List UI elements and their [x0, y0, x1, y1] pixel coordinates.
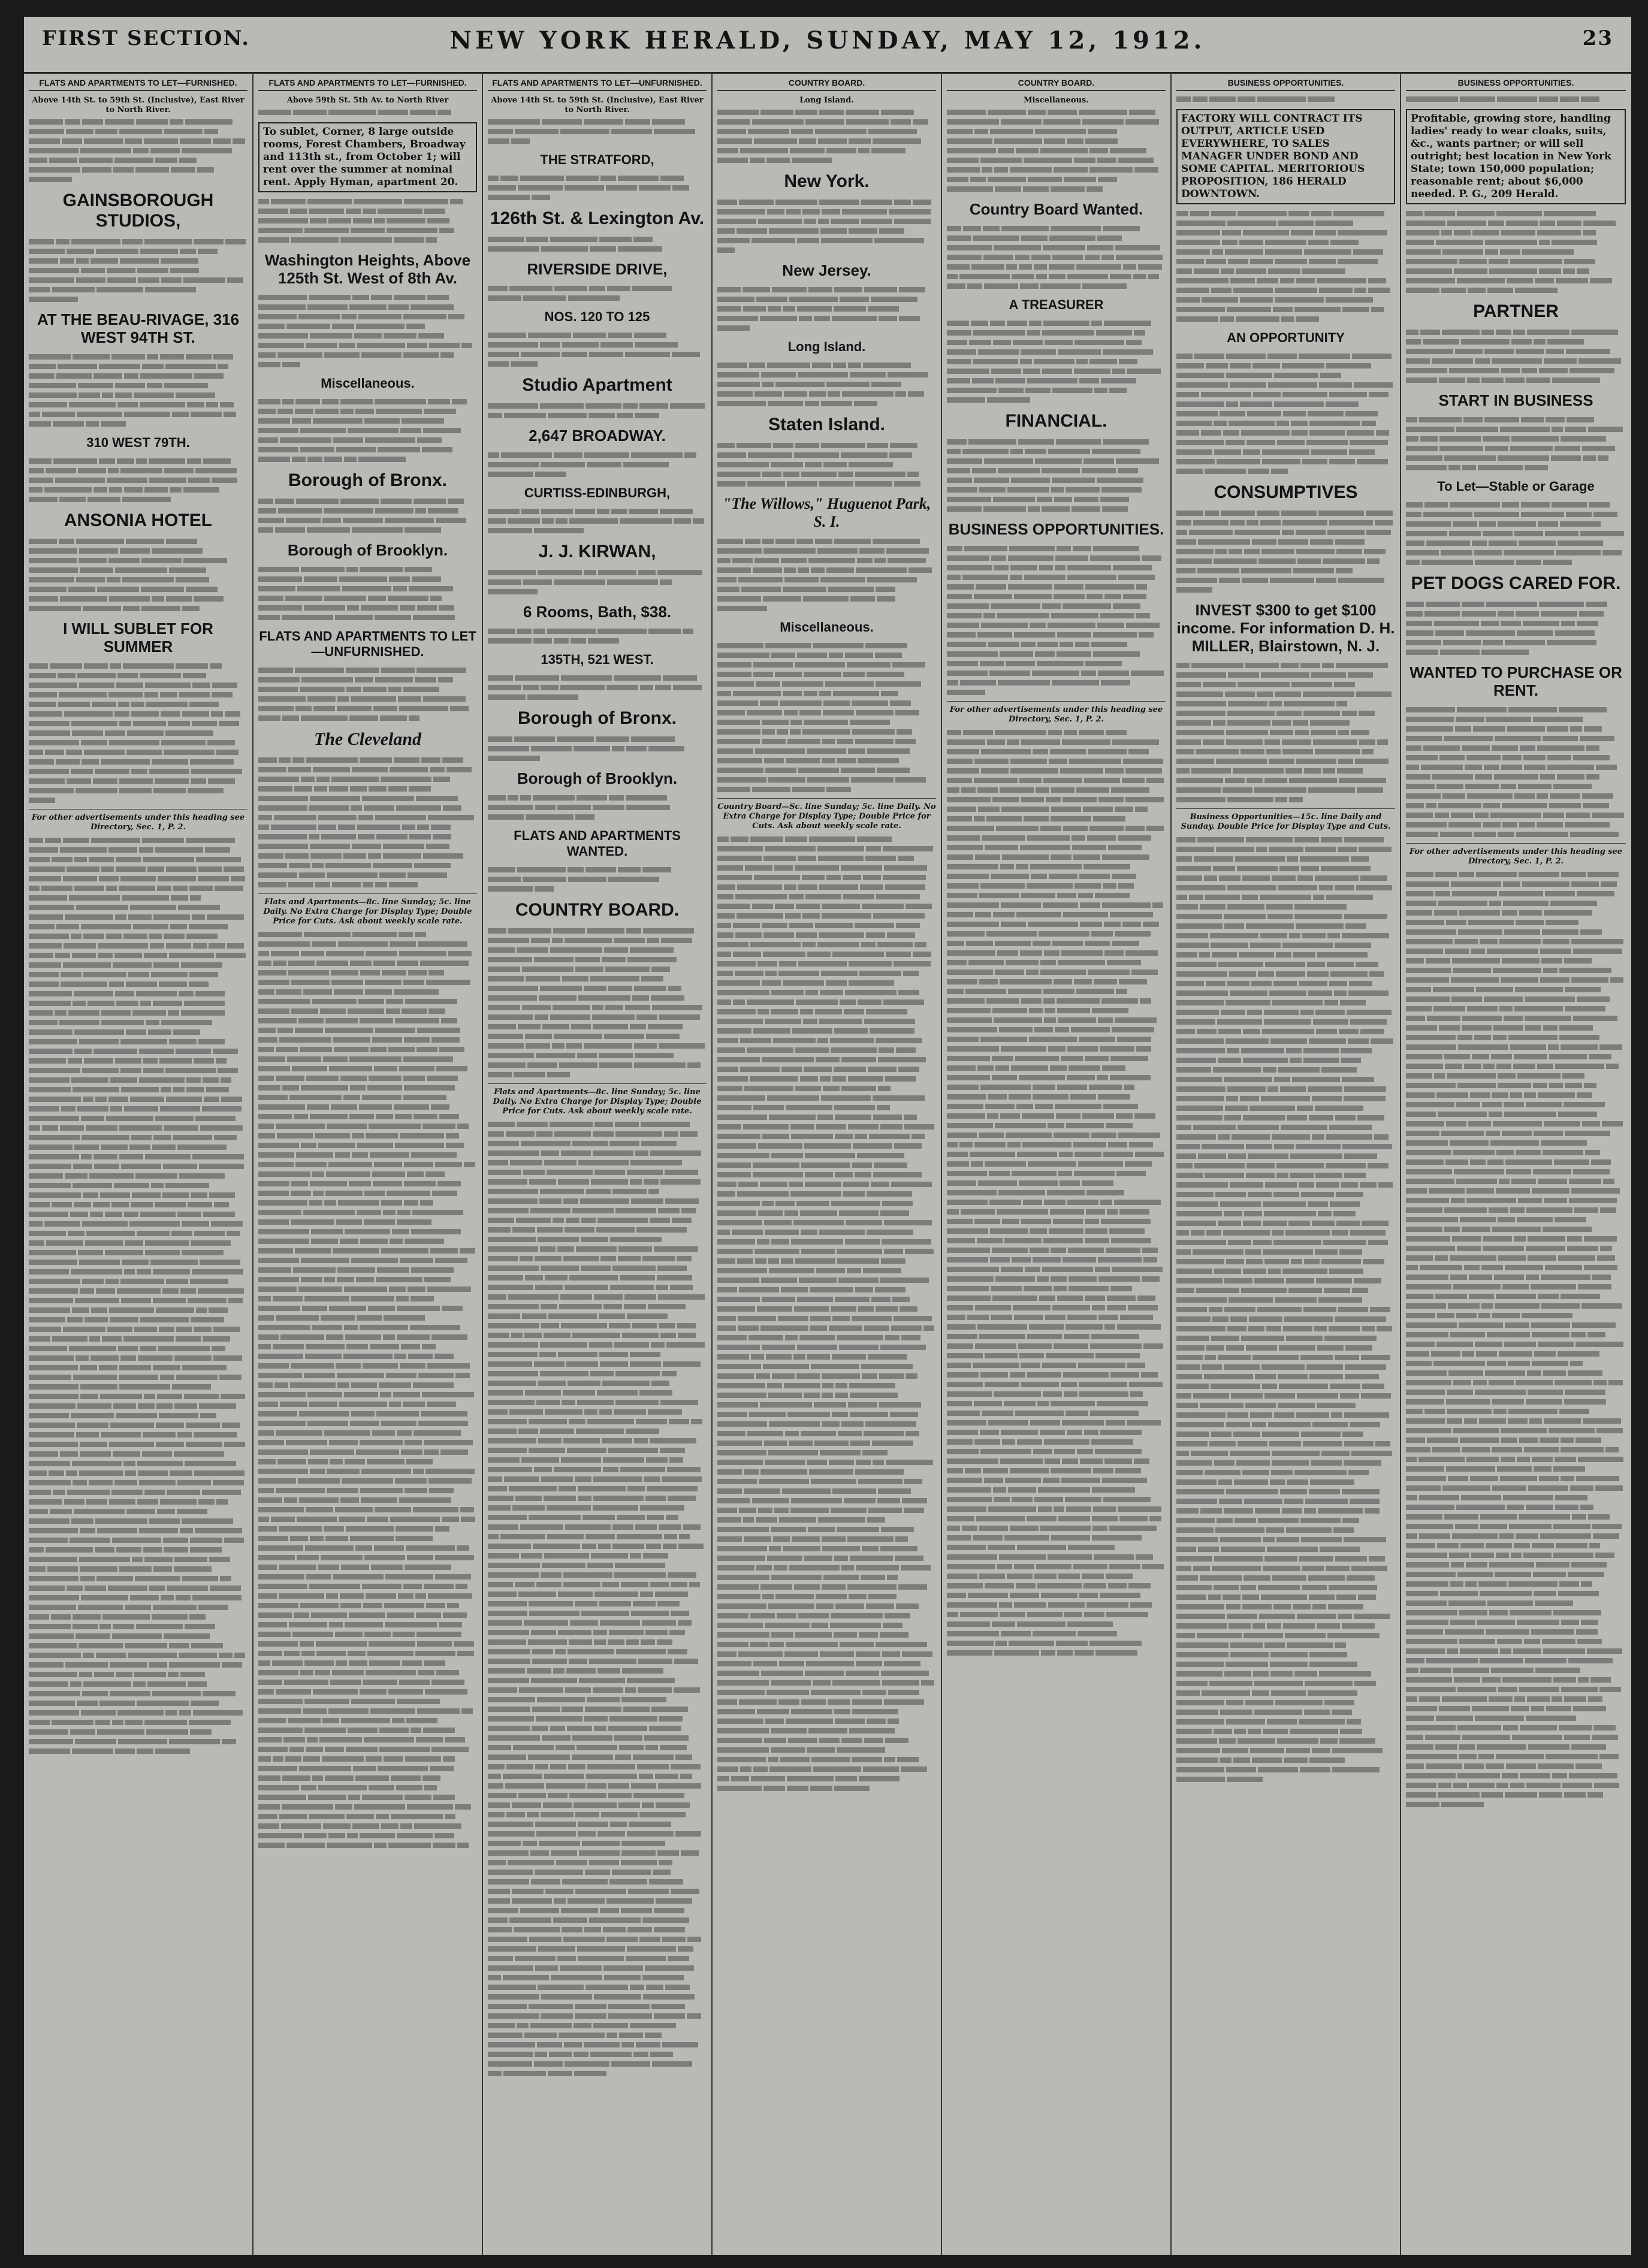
column-subheading: Above 14th St. to 59th St. (Inclusive), East River to North River.: [32, 96, 245, 114]
display-headline: AN OPPORTUNITY: [1227, 330, 1345, 345]
body-text-block: [947, 728, 1166, 1658]
rate-note: Flats and Apartments—8c. line Sunday; 5c. line Daily. No Extra Charge for Display Type; Double Price for Cuts. Ask about weekly scale rate.: [493, 1088, 702, 1116]
display-headline: Staten Island.: [768, 415, 886, 434]
rate-note: For other advertisements under this heading see Directory, Sec. 1, P. 2.: [949, 705, 1163, 724]
display-headline: New York.: [784, 171, 870, 191]
display-headline: FINANCIAL.: [1005, 411, 1107, 431]
body-text-block: [258, 197, 477, 245]
body-text-block: [488, 865, 707, 894]
display-headline: PARTNER: [1473, 301, 1559, 321]
column-heading: FLATS AND APARTMENTS TO LET—FURNISHED.: [258, 78, 477, 91]
body-text-block: [488, 235, 707, 254]
body-text-block: [29, 457, 247, 505]
body-text-block: [29, 237, 247, 304]
body-text-block: [947, 224, 1166, 291]
news-column: [483, 74, 713, 2255]
display-headline: AT THE BEAU-RIVAGE, 316 WEST 94TH ST.: [37, 310, 240, 346]
body-text-block: [258, 497, 477, 535]
body-text-block: [717, 537, 936, 614]
body-text-block: [29, 662, 247, 805]
body-text-block: [488, 331, 707, 369]
display-headline: ANSONIA HOTEL: [64, 511, 213, 530]
display-headline: RIVERSIDE DRIVE,: [527, 260, 668, 278]
column-subheading: Above 59th St. 5th Av. to North River: [286, 96, 449, 105]
column-heading: FLATS AND APARTMENTS TO LET—FURNISHED.: [29, 78, 247, 91]
body-text-block: [488, 401, 707, 421]
section-label: FIRST SECTION.: [42, 26, 250, 50]
display-headline: 2,647 BROADWAY.: [529, 427, 666, 445]
body-text-block: [1406, 328, 1626, 385]
display-headline: NOS. 120 TO 125: [544, 309, 650, 324]
display-ad: FACTORY WILL CONTRACT ITS OUTPUT, ARTICLE USED EVERYWHERE, TO SALES MANAGER UNDER BOND AND SOME CAPITAL. MERITORIOUS PROPOSITION, 186 HERALD DOWNTOWN.: [1176, 109, 1395, 204]
body-text-block: [488, 674, 707, 702]
body-text-block: [717, 361, 936, 409]
display-headline: Borough of Brooklyn.: [517, 769, 678, 787]
news-column: [24, 74, 253, 2255]
display-headline: New Jersey.: [782, 261, 871, 279]
display-headline: Country Board Wanted.: [969, 200, 1143, 218]
divider: [947, 701, 1166, 702]
body-text-block: [29, 836, 247, 1756]
display-headline: Borough of Bronx.: [518, 708, 677, 728]
page-number: 23: [1582, 26, 1613, 50]
column-heading: BUSINESS OPPORTUNITIES.: [1406, 78, 1626, 91]
body-text-block: [258, 108, 477, 117]
body-text-block: [488, 926, 707, 1080]
display-headline: FLATS AND APARTMENTS WANTED.: [514, 828, 681, 859]
display-headline: GAINSBOROUGH STUDIOS,: [62, 191, 214, 231]
display-headline: Borough of Bronx.: [288, 470, 447, 490]
display-headline: 310 WEST 79TH.: [86, 435, 190, 450]
body-text-block: [488, 793, 707, 822]
body-text-block: [29, 352, 247, 429]
body-text-block: [258, 565, 477, 623]
newspaper-title: NEW YORK HERALD, SUNDAY, MAY 12, 1912.: [449, 26, 1206, 55]
body-text-block: [488, 451, 707, 479]
body-text-block: [717, 108, 936, 165]
display-headline: A TREASURER: [1009, 297, 1104, 312]
display-headline: FLATS AND APARTMENTS TO LET—UNFURNISHED.: [259, 629, 476, 659]
display-headline: START IN BUSINESS: [1438, 391, 1593, 409]
body-text-block: [947, 108, 1166, 194]
display-ad: To sublet, Corner, 8 large outside rooms, Forest Chambers, Broadway and 113th st., from October 1; will rent over the summer at nominal rent. Apply Hyman, apartment 20.: [258, 122, 477, 192]
body-text-block: [717, 441, 936, 489]
display-headline: I WILL SUBLET FOR SUMMER: [63, 620, 213, 656]
divider: [488, 1083, 707, 1084]
body-text-block: [717, 285, 936, 333]
display-ad: Profitable, growing store, handling ladies' ready to wear cloaks, suits, &c., wants partner; or will sell outright; best location in New York State; town 150,000 population; reasonable rent; about $6,000 needed. P. G., 209 Herald.: [1406, 109, 1626, 204]
body-text-block: [258, 930, 477, 1850]
news-column: [1401, 74, 1631, 2255]
body-text-block: [488, 507, 707, 536]
display-headline: Washington Heights, Above 125th St. West of 8th Av.: [264, 251, 471, 287]
display-headline: 135TH, 521 WEST.: [541, 652, 654, 667]
body-text-block: [488, 1120, 707, 2079]
body-text-block: [488, 735, 707, 763]
body-text-block: [1406, 209, 1626, 295]
body-text-block: [1406, 870, 1626, 1810]
news-column: [942, 74, 1172, 2255]
divider: [1406, 843, 1626, 844]
display-headline: COUNTRY BOARD.: [515, 900, 680, 920]
column-heading: COUNTRY BOARD.: [947, 78, 1166, 91]
display-headline: Miscellaneous.: [780, 620, 874, 635]
body-text-block: [947, 544, 1166, 697]
body-text-block: [717, 198, 936, 255]
display-headline: Long Island.: [787, 339, 866, 354]
news-column: [713, 74, 942, 2255]
body-text-block: [1406, 600, 1626, 657]
body-text-block: [488, 627, 707, 646]
column-heading: BUSINESS OPPORTUNITIES.: [1176, 78, 1395, 91]
body-text-block: [947, 437, 1166, 514]
body-text-block: [1406, 500, 1626, 567]
body-text-block: [488, 117, 707, 146]
display-headline: CONSUMPTIVES: [1214, 482, 1358, 502]
body-text-block: [1176, 661, 1395, 805]
display-headline: Studio Apartment: [522, 375, 672, 395]
display-headline: The Cleveland: [313, 729, 422, 749]
rate-note: For other advertisements under this heading see Directory, Sec. 1, P. 2.: [31, 813, 245, 832]
divider: [258, 893, 477, 894]
display-headline: "The Willows," Huguenot Park, S. I.: [722, 495, 931, 530]
rate-note: For other advertisements under this heading see Directory, Sec. 1, P. 2.: [1409, 847, 1623, 866]
body-text-block: [1176, 209, 1395, 324]
column-heading: FLATS AND APARTMENTS TO LET—UNFURNISHED.: [488, 78, 707, 91]
masthead: [24, 17, 1631, 74]
display-headline: WANTED TO PURCHASE OR RENT.: [1409, 663, 1622, 699]
display-headline: Miscellaneous.: [321, 376, 415, 391]
body-text-block: [258, 666, 477, 723]
body-text-block: [1176, 95, 1395, 104]
body-text-block: [1406, 415, 1626, 473]
column-subheading: Above 14th St. to 59th St. (Inclusive), East River to North River.: [491, 96, 704, 114]
display-headline: 6 Rooms, Bath, $38.: [523, 603, 672, 621]
columns-container: [24, 74, 1631, 2255]
rate-note: Flats and Apartments—8c. line Sunday; 5c. line Daily. No Extra Charge for Display Type; Double Price for Cuts. Ask about weekly scale rate.: [263, 898, 472, 926]
rate-note: Business Opportunities—15c. line Daily and Sunday. Double Price for Display Type and Cuts.: [1181, 813, 1391, 831]
body-text-block: [488, 568, 707, 597]
body-text-block: [488, 284, 707, 303]
body-text-block: [1176, 835, 1395, 1784]
body-text-block: [258, 756, 477, 890]
body-text-block: [1406, 95, 1626, 104]
body-text-block: [1176, 352, 1395, 476]
body-text-block: [1176, 509, 1395, 595]
display-headline: 126th St. & Lexington Av.: [490, 209, 705, 228]
news-column: [253, 74, 483, 2255]
body-text-block: [29, 537, 247, 614]
body-text-block: [29, 117, 247, 185]
column-subheading: Long Island.: [799, 96, 854, 105]
body-text-block: [488, 174, 707, 203]
newspaper-page: [24, 17, 1631, 2255]
body-text-block: [947, 319, 1166, 405]
body-text-block: [717, 835, 936, 1793]
divider: [717, 798, 936, 799]
divider: [1176, 808, 1395, 809]
display-headline: BUSINESS OPPORTUNITIES.: [948, 520, 1164, 538]
news-column: [1172, 74, 1401, 2255]
display-headline: J. J. KIRWAN,: [538, 542, 656, 561]
body-text-block: [717, 641, 936, 795]
column-subheading: Miscellaneous.: [1024, 96, 1089, 105]
display-headline: To Let—Stable or Garage: [1437, 479, 1595, 494]
display-headline: THE STRATFORD,: [540, 152, 654, 167]
column-heading: COUNTRY BOARD.: [717, 78, 936, 91]
display-headline: INVEST $300 to get $100 income. For information D. H. MILLER, Blairstown, N. J.: [1176, 601, 1395, 655]
body-text-block: [258, 293, 477, 370]
display-headline: PET DOGS CARED FOR.: [1411, 573, 1621, 593]
display-headline: Borough of Brooklyn.: [287, 541, 448, 559]
display-headline: CURTISS-EDINBURGH,: [524, 485, 671, 500]
rate-note: Country Board—Sc. line Sunday; 5c. line Daily. No Extra Charge for Display Type; Double Price for Cuts. Ask about weekly scale rate.: [717, 802, 936, 831]
body-text-block: [258, 397, 477, 464]
divider: [29, 809, 247, 810]
body-text-block: [1406, 705, 1626, 839]
